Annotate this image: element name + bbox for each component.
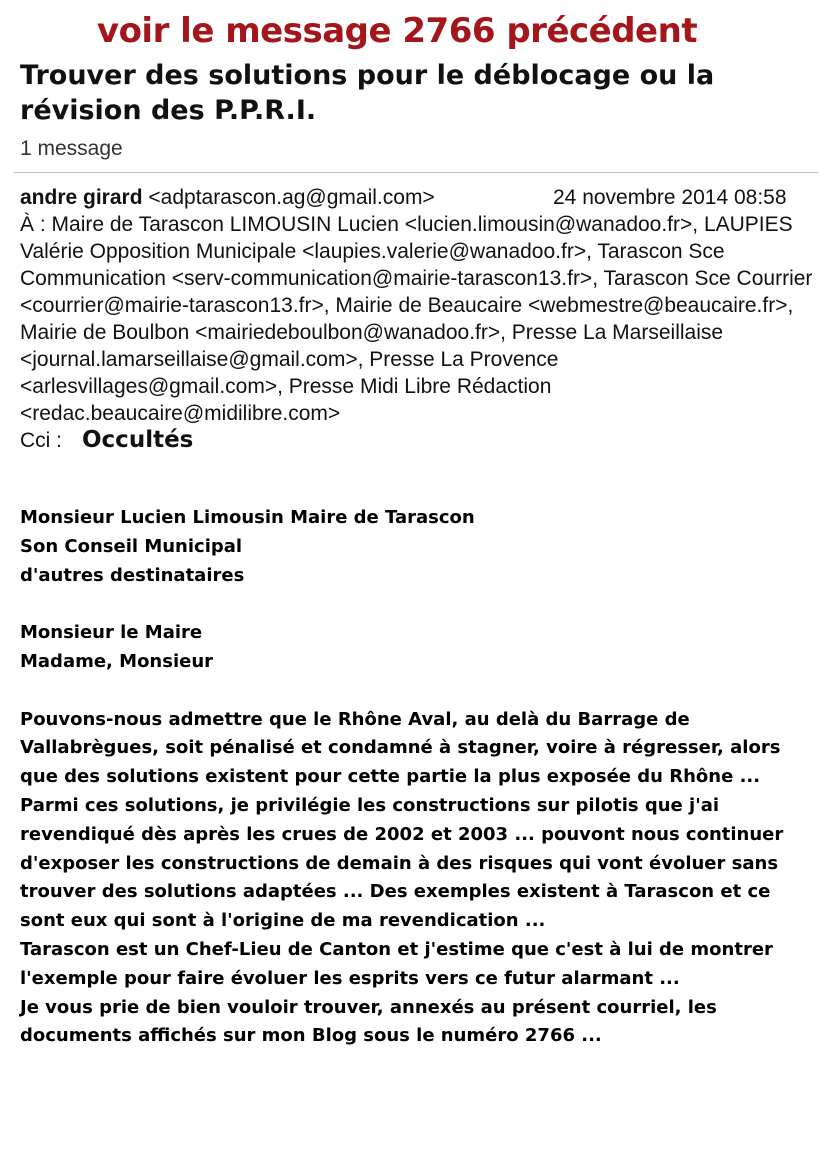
sender-email[interactable]: <adptarascon.ag@gmail.com> — [148, 186, 435, 209]
message-count: 1 message — [20, 137, 123, 160]
message-date: 24 novembre 2014 08:58 — [553, 186, 787, 209]
spacer — [20, 677, 820, 706]
cc-label: Cci : — [20, 429, 62, 452]
spacer — [20, 590, 820, 619]
email-subject: Trouver des solutions pour le déblocage ou la révision des P.P.R.I. — [20, 60, 715, 126]
header-divider — [14, 172, 818, 173]
greeting-line: Monsieur le Maire — [20, 622, 203, 644]
from-row — [20, 184, 820, 211]
cc-row — [20, 427, 820, 458]
banner-title: voir le message 2766 précédent — [96, 11, 698, 51]
to-recipients[interactable]: Maire de Tarascon LIMOUSIN Lucien <lucien.limousin@wanadoo.fr>, LAUPIES Valérie Opposition Municipale <laupies.valerie@wanadoo.fr>, Tarascon Sce Communication <serv-communication@mairie-tarascon13.fr>, Tarascon Sce Courrier <courrier@mairie-tarascon13.fr>, Mairie de Beaucaire <webmestre@beaucaire.fr>, Mairie de Boulbon <mairiedeboulbon@wanadoo.fr>, Presse La Marseillaise <journal.lamarseillaise@gmail.com>, Presse La Provence <arlesvillages@gmail.com>, Presse Midi Libre Rédaction <redac.beaucaire@midilibre.com> — [20, 213, 813, 425]
address-line: Monsieur Lucien Limousin Maire de Tarascon — [20, 507, 475, 528]
to-label: À : — [20, 213, 46, 236]
body-paragraph: Parmi ces solutions, je privilégie les constructions sur pilotis que j'ai revendiqué dès après les crues de 2002 et 2003 ... pouvont nous continuer d'exposer les constructions de demain à des risques qui vont évoluer sans trouver des solutions adaptées ... Des exemples existent à Tarascon et ce sont eux qui sont à l'origine de ma revendication ... — [20, 794, 784, 932]
to-row — [20, 211, 820, 427]
address-line: Son Conseil Municipal — [20, 535, 243, 557]
sender-name[interactable]: andre girard — [20, 186, 143, 209]
cc-value: Occultés — [82, 427, 194, 453]
body-paragraph: Pouvons-nous admettre que le Rhône Aval, au delà du Barrage de Vallabrègues, soit pénalisé et condamné à stagner, voire à régresser, alors que des solutions existent pour cette partie la plus exposée du Rhône ... — [20, 708, 781, 788]
body-paragraph: Je vous prie de bien vouloir trouver, annexés au présent courriel, les documents affichés sur mon Blog sous le numéro 2766 ... — [20, 996, 717, 1047]
body-paragraph: Tarascon est un Chef-Lieu de Canton et j'estime que c'est à lui de montrer l'exemple pour faire évoluer les esprits vers ce futur alarmant ... — [20, 938, 773, 989]
email-header — [20, 184, 820, 458]
address-line: d'autres destinataires — [20, 564, 245, 586]
email-body — [20, 504, 820, 1051]
greeting-line: Madame, Monsieur — [20, 650, 214, 672]
